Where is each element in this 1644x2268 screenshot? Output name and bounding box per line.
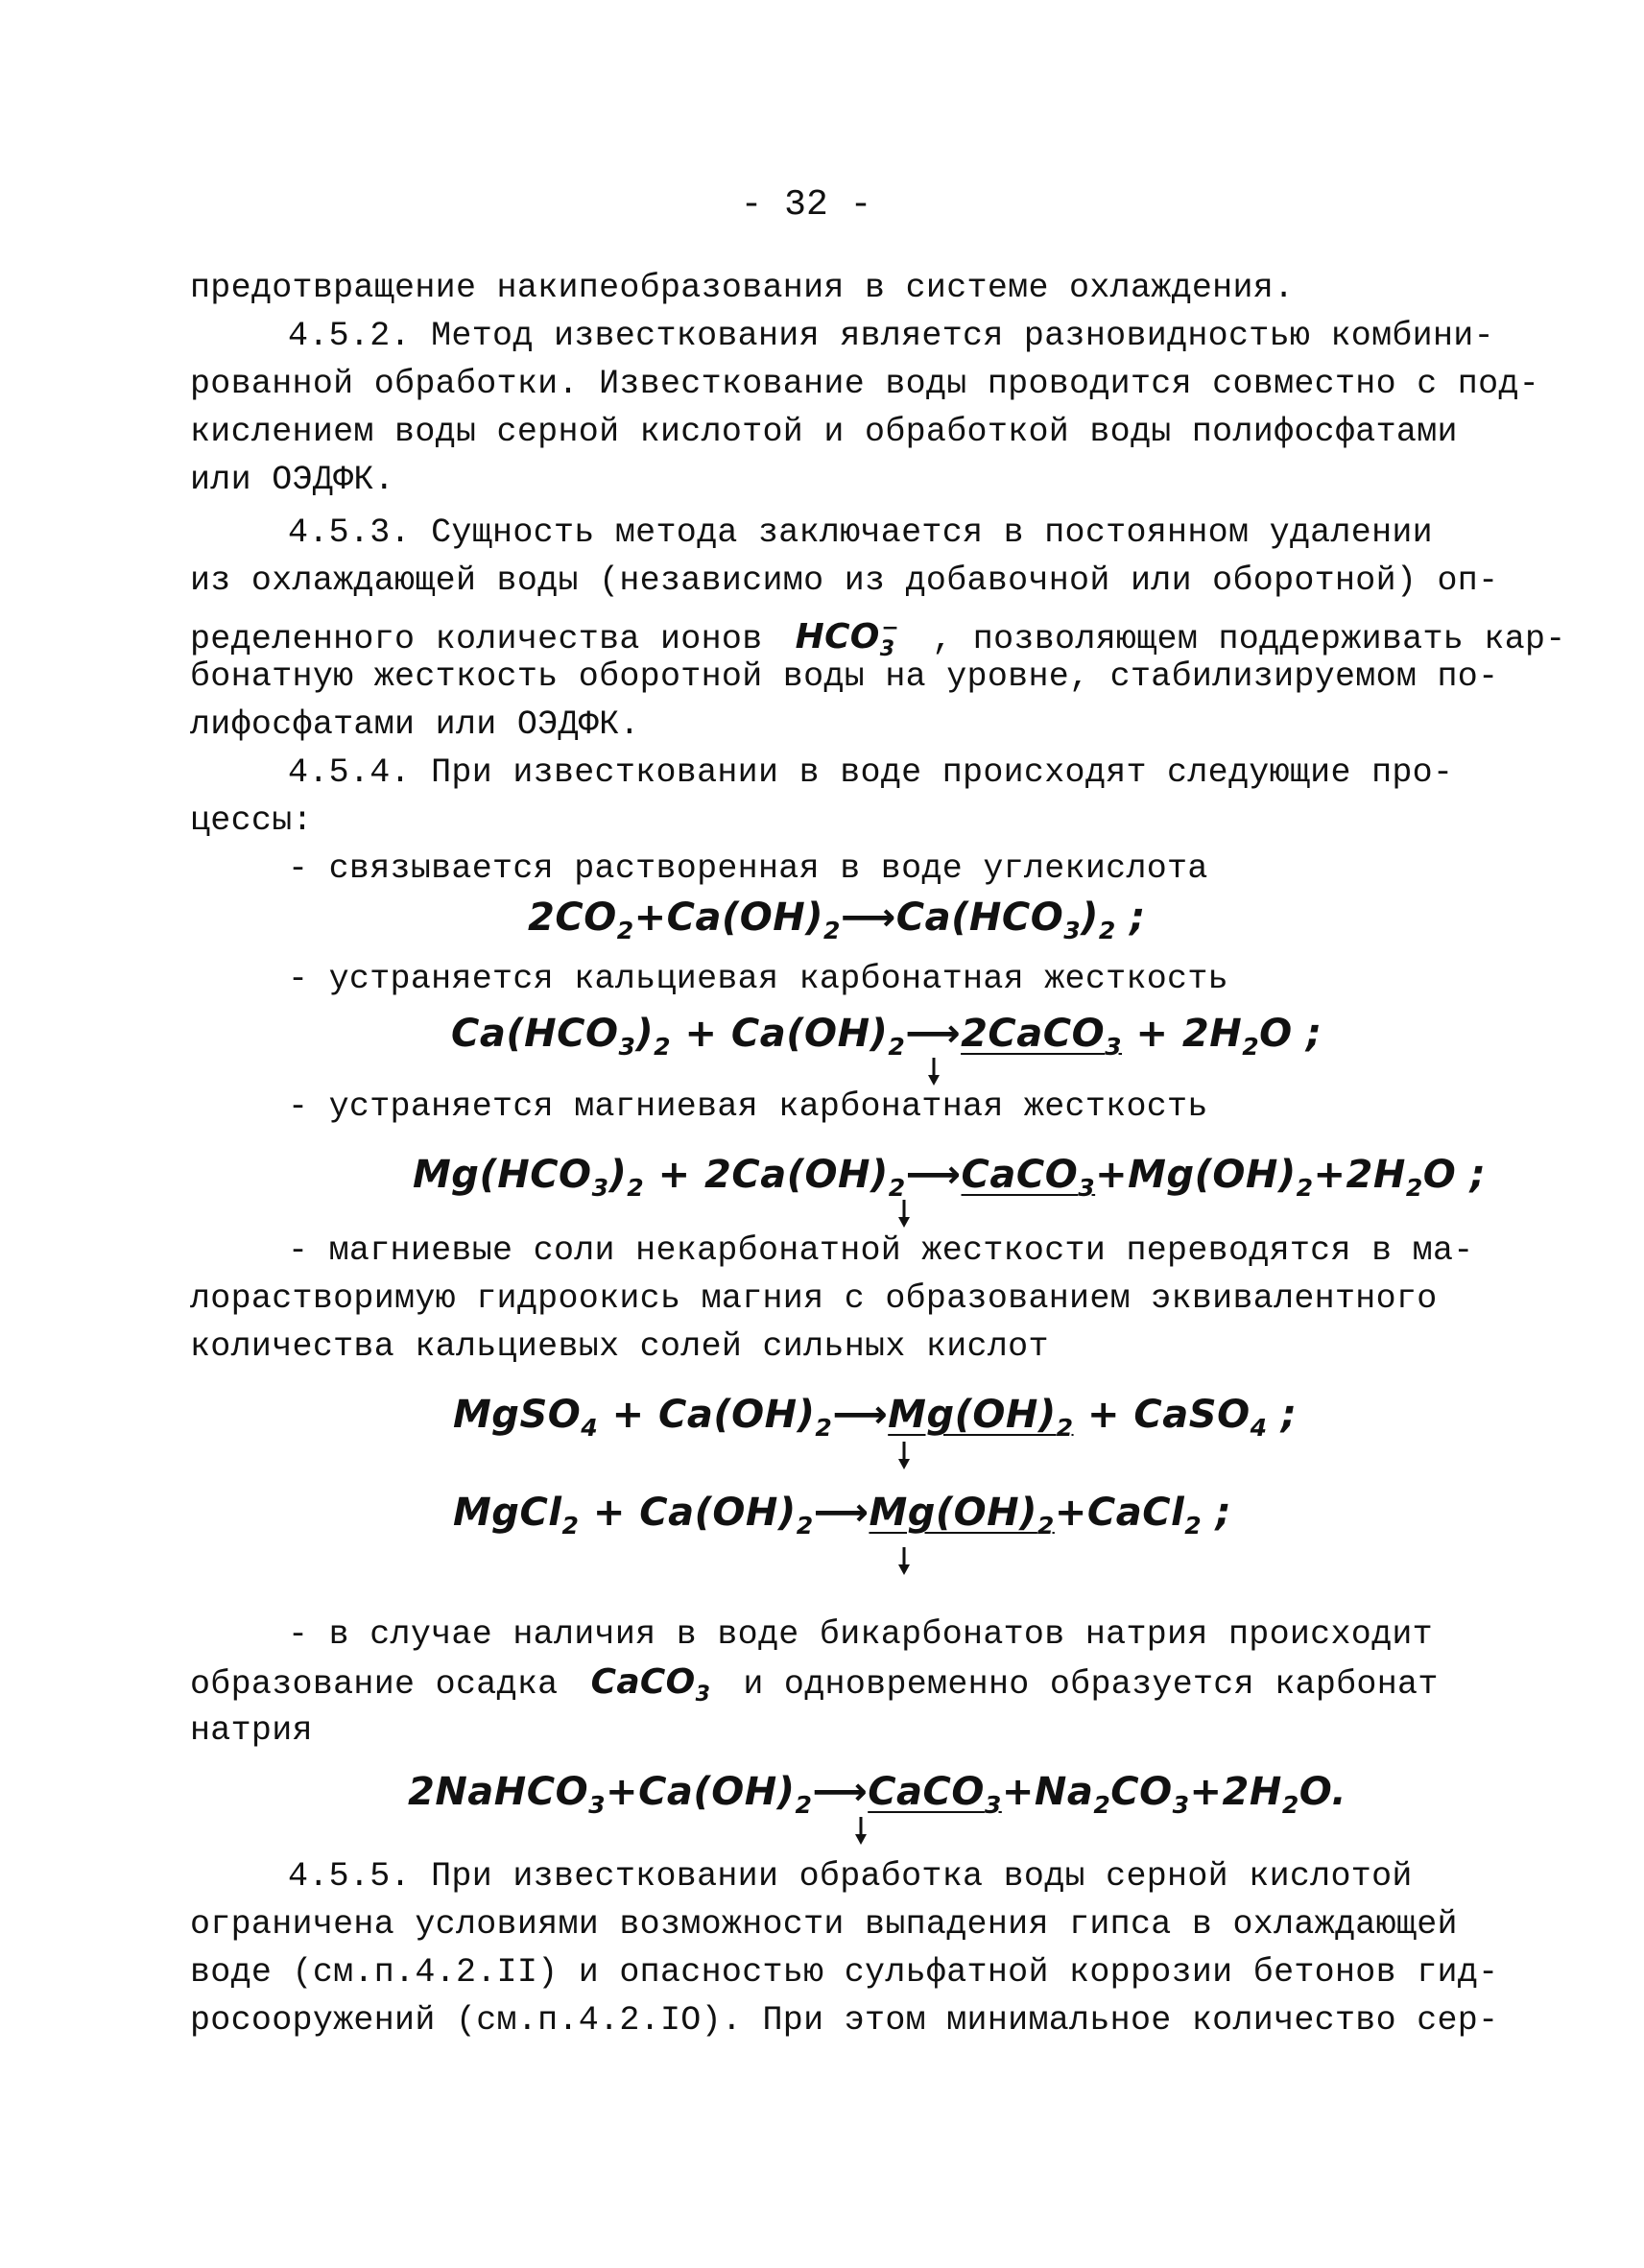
text-line: кислением воды серной кислотой и обработкой воды полифосфатами bbox=[190, 413, 1458, 451]
arrow-right-icon: ⟶ bbox=[905, 1153, 962, 1197]
text-fragment: и одновременно образуется карбонат bbox=[743, 1665, 1439, 1704]
equation-3: $Mg(HCO_3)_2$ + $2Ca(OH)_2⟶CaCO_3+Mg(OH)_2+2H_2O$ ; bbox=[413, 1153, 1487, 1202]
equation-4: MgSO$_4$ + $Ca(OH)_2⟶Mg(OH)_2$ + CaSO$_4$ ; bbox=[453, 1393, 1298, 1442]
arrow-right-icon: ⟶ bbox=[840, 895, 896, 940]
text-line: лорастворимую гидроокись магния с образованием эквивалентного bbox=[190, 1279, 1438, 1318]
list-item: - в случае наличия в воде бикарбонатов натрия происходит bbox=[288, 1615, 1433, 1654]
list-item: - связывается растворенная в воде углекислота bbox=[288, 849, 1208, 888]
text-line: предотвращение накипеобразования в системе охлаждения. bbox=[190, 269, 1295, 307]
arrow-down-icon bbox=[927, 1058, 941, 1086]
text-line: росооружений (см.п.4.2.IO). При этом минимальное количество сер- bbox=[190, 2001, 1499, 2040]
paragraph-4-5-2: 4.5.2. Метод известкования является разновидностью комбини- bbox=[288, 317, 1494, 355]
equation-1: $2CO_2+Ca(OH)_2⟶Ca(HCO_3)_2$ ; bbox=[528, 895, 1146, 944]
arrow-right-icon: ⟶ bbox=[832, 1393, 889, 1437]
list-item: - устраняется кальциевая карбонатная жесткость bbox=[288, 960, 1228, 998]
list-item: - магниевые соли некарбонатной жесткости переводятся в ма- bbox=[288, 1231, 1474, 1270]
text-line: натрия bbox=[190, 1711, 313, 1750]
text-line: цессы: bbox=[190, 801, 313, 840]
equation-2: $Ca(HCO_3)_2$ + $Ca(OH)_2⟶2CaCO_3 + 2H_2O$ ; bbox=[451, 1012, 1322, 1061]
arrow-down-icon bbox=[897, 1547, 911, 1576]
arrow-right-icon: ⟶ bbox=[905, 1012, 962, 1056]
paragraph-4-5-5: 4.5.5. При известковании обработка воды серной кислотой bbox=[288, 1857, 1413, 1896]
text-line: бонатную жесткость оборотной воды на уровне, стабилизируемом по- bbox=[190, 657, 1499, 696]
text-line: или ОЭДФК. bbox=[190, 461, 395, 499]
text-line bbox=[190, 1663, 1439, 1714]
list-item: - устраняется магниевая карбонатная жесткость bbox=[288, 1087, 1208, 1126]
text-fragment: образование осадка bbox=[190, 1665, 559, 1704]
text-fragment: , позволяющем поддерживать кар- bbox=[932, 620, 1566, 658]
equation-5: MgCl$_2$ + $Ca(OH)_2⟶Mg(OH)_2+CaCl_2$ ; bbox=[453, 1491, 1232, 1540]
arrow-right-icon: ⟶ bbox=[813, 1491, 870, 1535]
paragraph-4-5-4: 4.5.4. При известковании в воде происходят следующие про- bbox=[288, 753, 1454, 792]
paragraph-4-5-3: 4.5.3. Сущность метода заключается в постоянном удалении bbox=[288, 513, 1433, 552]
text-line: воде (см.п.4.2.II) и опасностью сульфатной коррозии бетонов гид- bbox=[190, 1953, 1499, 1992]
arrow-down-icon bbox=[854, 1817, 868, 1846]
arrow-down-icon bbox=[897, 1442, 911, 1470]
text-line: ограничена условиями возможности выпадения гипса в охлаждающей bbox=[190, 1905, 1458, 1944]
arrow-right-icon: ⟶ bbox=[812, 1770, 869, 1814]
text-line: лифосфатами или ОЭДФК. bbox=[190, 705, 640, 744]
inline-formula-caco3: CaCO$_3$ bbox=[578, 1662, 711, 1707]
arrow-down-icon bbox=[897, 1200, 911, 1229]
text-line: количества кальциевых солей сильных кислот bbox=[190, 1327, 1049, 1366]
page-number: - 32 - bbox=[740, 184, 872, 226]
text-fragment: ределенного количества ионов bbox=[190, 620, 763, 658]
text-line: из охлаждающей воды (независимо из добавочной или оборотной) оп- bbox=[190, 561, 1499, 600]
equation-6: $2NaHCO_3+Ca(OH)_2⟶CaCO_3+Na_2CO_3+2H_2O$. bbox=[408, 1770, 1347, 1819]
inline-formula-hco3-ion: $HCO_3^-$ bbox=[782, 616, 900, 661]
text-line: рованной обработки. Известкование воды проводится совместно с под- bbox=[190, 365, 1540, 403]
